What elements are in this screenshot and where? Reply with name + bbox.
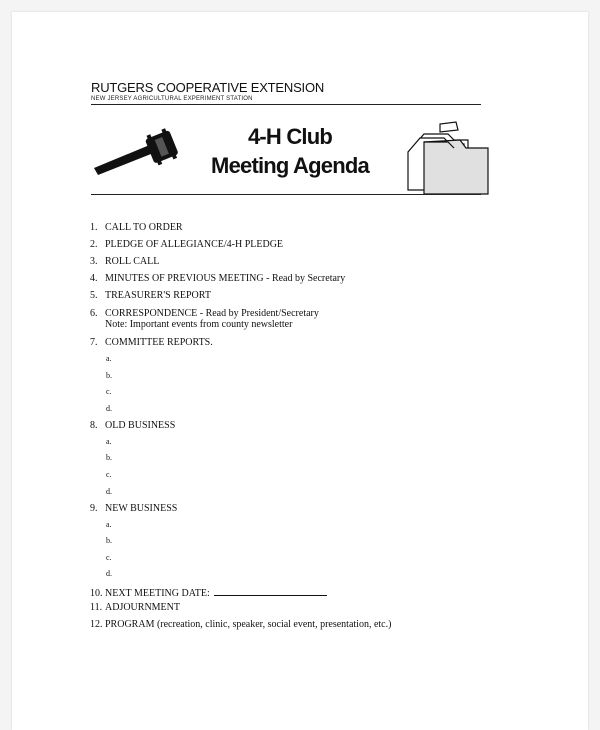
- sub-item: b.: [106, 536, 112, 545]
- item-text: CALL TO ORDER: [105, 222, 183, 233]
- item-text: PROGRAM (recreation, clinic, speaker, social event, presentation, etc.): [105, 619, 392, 630]
- item-text: ADJOURNMENT: [105, 602, 180, 613]
- item-number: 10.: [90, 588, 103, 599]
- agenda-item: [90, 273, 345, 284]
- folders-icon: [404, 120, 492, 196]
- item-text: TREASURER'S REPORT: [105, 290, 211, 301]
- agenda-item: [90, 308, 319, 319]
- item-text: NEXT MEETING DATE:: [105, 588, 210, 599]
- sub-item: b.: [106, 453, 112, 462]
- sub-item: c.: [106, 387, 112, 396]
- agenda-item: [90, 222, 183, 233]
- sub-item: d.: [106, 487, 112, 496]
- agenda-item: [90, 602, 180, 613]
- item-number: 9.: [90, 503, 98, 514]
- item-text: PLEDGE OF ALLEGIANCE/4-H PLEDGE: [105, 239, 284, 250]
- item-number: 4.: [90, 273, 98, 284]
- agenda-item: [90, 420, 175, 431]
- item-number: 12.: [90, 619, 103, 630]
- agenda-item: [90, 256, 159, 267]
- sub-item: c.: [106, 470, 112, 479]
- header-rule: [91, 104, 481, 105]
- agenda-item: [90, 503, 177, 514]
- sub-item: c.: [106, 553, 112, 562]
- sub-item: a.: [106, 520, 112, 529]
- item-number: 5.: [90, 290, 98, 301]
- item-text: OLD BUSINESS: [105, 420, 176, 431]
- gavel-icon: [90, 128, 188, 180]
- correspondence-note: Note: Important events from county newsletter: [105, 319, 293, 330]
- item-number: 3.: [90, 256, 98, 267]
- sub-item: d.: [106, 569, 112, 578]
- agenda-item: [90, 239, 283, 250]
- agenda-item: [90, 586, 327, 599]
- item-number: 6.: [90, 308, 98, 319]
- agenda-item: [90, 337, 213, 348]
- item-text: MINUTES OF PREVIOUS MEETING - Read by Secretary: [105, 273, 346, 284]
- title-rule: [91, 194, 481, 195]
- item-text: COMMITTEE REPORTS.: [105, 337, 213, 348]
- agenda-item: [90, 619, 391, 630]
- item-number: 1.: [90, 222, 98, 233]
- item-text: NEW BUSINESS: [105, 503, 178, 514]
- item-number: 7.: [90, 337, 98, 348]
- next-meeting-date-line: [214, 586, 327, 596]
- title-line-1: 4-H Club: [247, 124, 333, 149]
- title-line-2: Meeting Agenda: [211, 153, 369, 178]
- item-text: ROLL CALL: [105, 256, 160, 267]
- sub-item: a.: [106, 437, 112, 446]
- sub-item: a.: [106, 354, 112, 363]
- organization-name: RUTGERS COOPERATIVE EXTENSION: [91, 80, 325, 95]
- agenda-item: [90, 290, 211, 301]
- item-number: 8.: [90, 420, 98, 431]
- item-text: CORRESPONDENCE - Read by President/Secretary: [105, 308, 319, 319]
- item-number: 2.: [90, 239, 98, 250]
- sub-item: d.: [106, 404, 112, 413]
- item-number: 11.: [90, 602, 103, 613]
- station-name: NEW JERSEY AGRICULTURAL EXPERIMENT STATION: [91, 96, 253, 102]
- sub-item: b.: [106, 371, 112, 380]
